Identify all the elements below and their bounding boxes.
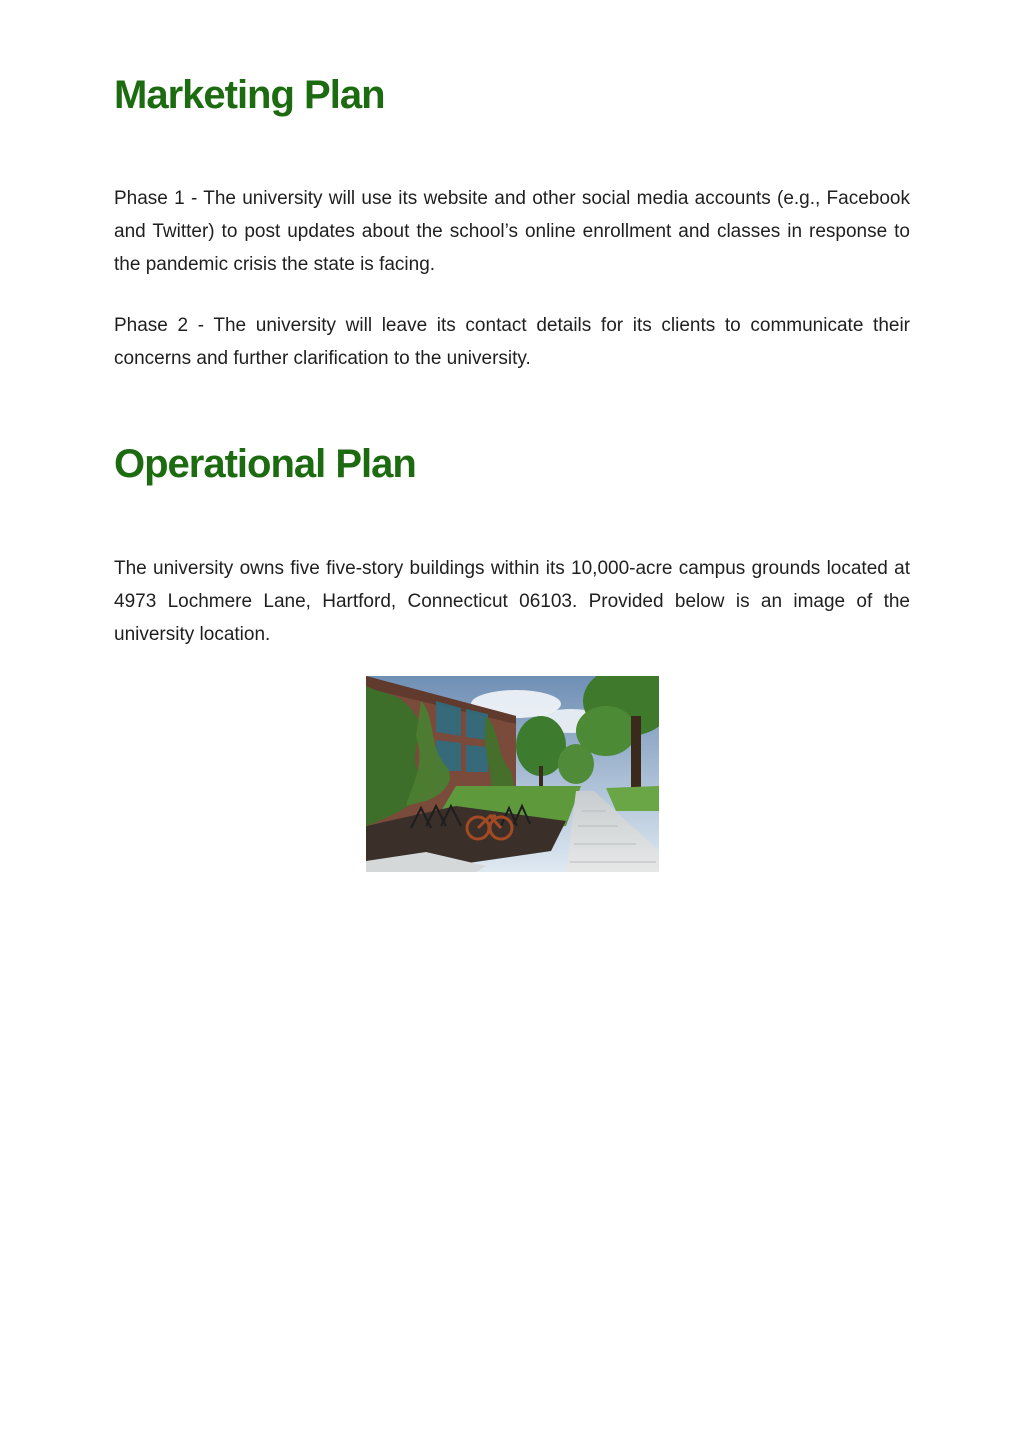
phase-1-paragraph: Phase 1 - The university will use its website and other social media accounts (e.g., Facebook and Twitter) to post updates about the school’s online enrollment and classes in response to the pandemic crisis the state is facing. <box>114 188 910 275</box>
marketing-plan-heading: Marketing Plan <box>114 73 385 117</box>
operational-plan-heading: Operational Plan <box>114 442 416 486</box>
campus-photo <box>366 676 659 872</box>
phase-2-paragraph: Phase 2 - The university will leave its contact details for its clients to communicate their concerns and further clarification to the university. <box>114 315 910 369</box>
operational-paragraph: The university owns five five-story buildings within its 10,000-acre campus grounds located at 4973 Lochmere Lane, Hartford, Connecticut 06103. Provided below is an image of the university location. <box>114 558 910 645</box>
